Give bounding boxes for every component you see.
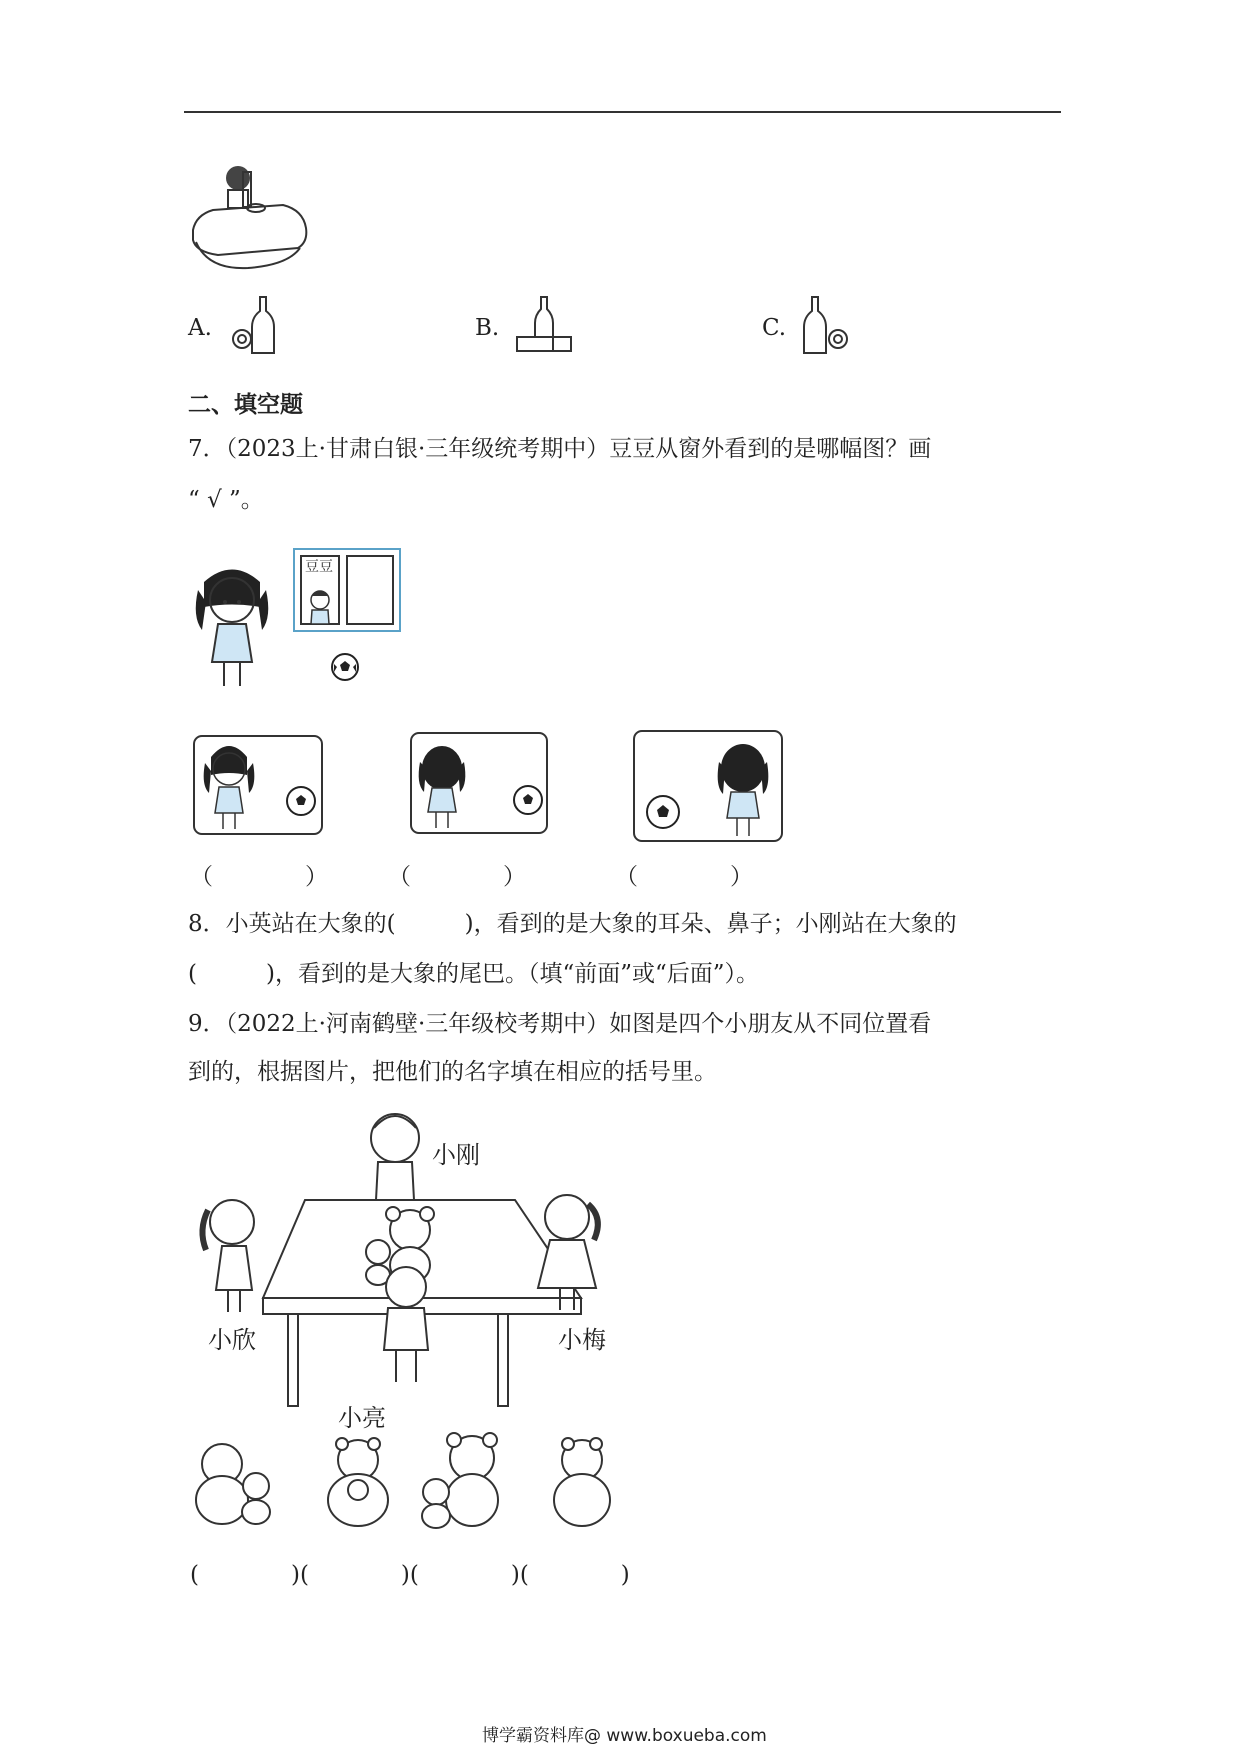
option-b-bottle-lying-icon [515,297,575,357]
q7-choice-2-picture[interactable] [410,732,548,834]
label-xiaoliang: 小亮 [338,1404,386,1432]
q9-answer-blanks[interactable]: ( )( )( )( ) [190,1562,630,1588]
soccer-ball-icon [330,652,360,682]
label-xiaomei: 小梅 [558,1326,606,1354]
q7-answer-blank-3[interactable]: （ ） [615,864,753,890]
option-c-label[interactable]: C. [762,315,787,341]
q8-text-line1: 8．小英站在大象的( )，看到的是大象的耳朵、鼻子；小刚站在大象的 [188,911,957,937]
bear-view-4 [550,1436,616,1528]
footer-text: 博学霸资料库@ www.boxueba.com [482,1726,767,1746]
option-a-label[interactable]: A. [188,315,212,341]
q7-text-line2: “ √ ”。 [188,487,264,513]
q7-choice-1-picture[interactable] [193,735,323,835]
option-c-bottle-plate-icon [804,297,849,357]
option-b-label[interactable]: B. [475,315,500,341]
bear-view-3 [414,1432,510,1530]
q7-text-line1: 7．（2023上·甘肃白银·三年级统考期中）豆豆从窗外看到的是哪幅图？画 [188,436,932,462]
q7-window-label: 豆豆 [305,559,333,575]
q9-text-line2: 到的，根据图片，把他们的名字填在相应的括号里。 [188,1059,717,1085]
label-xiaoxin: 小欣 [208,1326,256,1354]
q9-text-line1: 9．（2022上·河南鹤壁·三年级校考期中）如图是四个小朋友从不同位置看 [188,1011,932,1037]
q6-boy-table-illustration [188,160,313,275]
bear-view-2 [322,1436,394,1528]
q8-text-line2: ( )，看到的是大象的尾巴。（填“前面”或“后面”）。 [188,961,759,987]
q9-table-scene-illustration [188,1100,628,1420]
q7-answer-blank-1[interactable]: （ ） [190,864,328,890]
option-a-bottle-plate-icon [232,297,277,357]
section-title: 二、填空题 [188,392,303,418]
q7-choice-3-picture[interactable] [633,730,783,842]
bear-view-1 [192,1440,282,1528]
label-xiaogang: 小刚 [432,1141,480,1169]
q7-answer-blank-2[interactable]: （ ） [388,864,526,890]
header-rule [184,111,1061,113]
q7-girl-illustration [192,562,272,694]
